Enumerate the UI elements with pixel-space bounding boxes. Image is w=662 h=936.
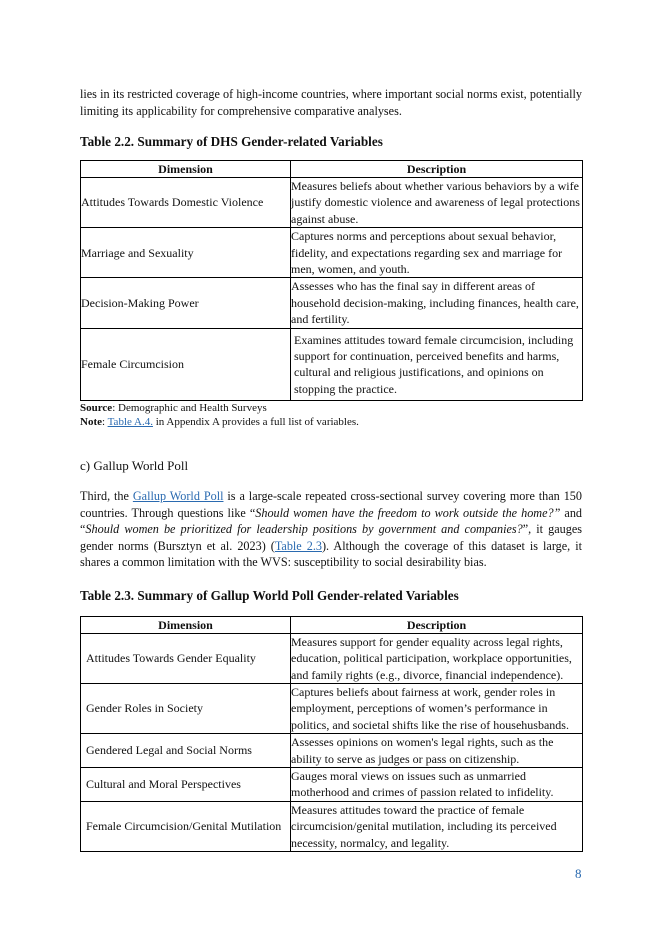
note-label: Note <box>80 416 102 429</box>
text-run: Third, the <box>80 489 133 504</box>
dimension-cell: Attitudes Towards Gender Equality <box>81 633 291 683</box>
table-note-line <box>80 415 582 429</box>
dimension-cell: Marriage and Sexuality <box>81 228 291 278</box>
table-row <box>81 734 583 768</box>
dimension-cell: Female Circumcision/Genital Mutilation <box>81 801 291 851</box>
dimension-cell: Attitudes Towards Domestic Violence <box>81 178 291 228</box>
table-2-2-caption: Table 2.2. Summary of DHS Gender-related Variables <box>80 134 383 149</box>
description-cell: Examines attitudes toward female circumcision, including support for continuation, perceived benefits and harms, cultural and religious justifications, and opinions on stopping the practice. <box>291 328 583 401</box>
table-header-row <box>81 616 583 633</box>
note-separator: : <box>102 416 108 429</box>
text-run: ). Although the coverage of this dataset is large, it shares a common limitation with the WVS: susceptibility to social desirability bias. <box>80 538 582 570</box>
description-cell: Assesses who has the final say in different areas of household decision-making, including finances, health care, and fertility. <box>291 278 583 328</box>
description-cell: Captures norms and perceptions about sexual behavior, fidelity, and expectations regarding sex and marriage for men, women, and youth. <box>291 228 583 278</box>
intro-paragraph: lies in its restricted coverage of high-income countries, where important social norms exist, potentially limiting its applicability for comprehensive comparative analyses. <box>80 87 582 118</box>
source-text: : Demographic and Health Surveys <box>112 402 267 415</box>
text-run: ”, it gauges gender norms (Bursztyn et al. 2023) ( <box>80 522 582 553</box>
dimension-cell: Female Circumcision <box>81 328 291 401</box>
table-row <box>81 633 583 683</box>
description-cell: Measures attitudes toward the practice of female circumcision/genital mutilation, including its perceived necessity, normalcy, and legality. <box>291 801 583 851</box>
table-row <box>81 228 583 278</box>
description-cell: Gauges moral views on issues such as unmarried motherhood and crimes of passion related to infidelity. <box>291 768 583 802</box>
quoted-question: Should women be prioritized for leadership positions by government and companies? <box>85 522 523 537</box>
source-label: Source <box>80 402 113 415</box>
table-2-3-link[interactable]: Table 2.3 <box>274 538 322 553</box>
description-cell: Measures beliefs about whether various behaviors by a wife justify domestic violence and awareness of legal protections against abuse. <box>291 178 583 228</box>
table-row <box>81 801 583 851</box>
text-run: is a large-scale repeated cross-sectional survey covering more than 150 countries. Through questions like “ <box>80 489 582 520</box>
quoted-question: Should women have the freedom to work outside the home?” <box>255 505 561 520</box>
table-a4-link[interactable]: Table A.4. <box>107 416 153 429</box>
table-header-row <box>81 161 583 178</box>
text-run: and “ <box>80 505 583 537</box>
header-dimension: Dimension <box>81 616 291 633</box>
description-cell: Assesses opinions on women's legal rights, such as the ability to serve as judges or pass on citizenship. <box>291 734 583 768</box>
header-dimension: Dimension <box>81 161 291 178</box>
table-row <box>81 768 583 802</box>
table-row <box>81 278 583 328</box>
dimension-cell: Cultural and Moral Perspectives <box>81 768 291 802</box>
header-description: Description <box>291 616 583 633</box>
dimension-cell: Decision-Making Power <box>81 278 291 328</box>
gallup-paragraph <box>80 488 582 571</box>
dimension-cell: Gender Roles in Society <box>81 684 291 734</box>
section-heading: c) Gallup World Poll <box>80 458 189 474</box>
table-row <box>81 178 583 228</box>
dimension-cell: Gendered Legal and Social Norms <box>81 734 291 768</box>
description-cell: Captures beliefs about fairness at work, gender roles in employment, perceptions of women’s performance in politics, and societal shifts like the rise of househusbands. <box>291 684 583 734</box>
dhs-variables-table <box>80 160 583 401</box>
table-row <box>81 684 583 734</box>
header-description: Description <box>291 161 583 178</box>
table-row <box>81 328 583 401</box>
gallup-variables-table <box>80 616 583 852</box>
description-cell: Measures support for gender equality across legal rights, education, political participation, workplace opportunities, and family rights (e.g., divorce, financial independence). <box>291 633 583 683</box>
table-source-line <box>80 401 582 415</box>
table-2-3-caption: Table 2.3. Summary of Gallup World Poll Gender-related Variables <box>80 587 459 603</box>
page-number: 8 <box>575 866 582 881</box>
document-page <box>80 86 582 852</box>
gallup-world-poll-link[interactable]: Gallup World Poll <box>132 489 224 504</box>
note-text: in Appendix A provides a full list of variables. <box>152 416 359 429</box>
